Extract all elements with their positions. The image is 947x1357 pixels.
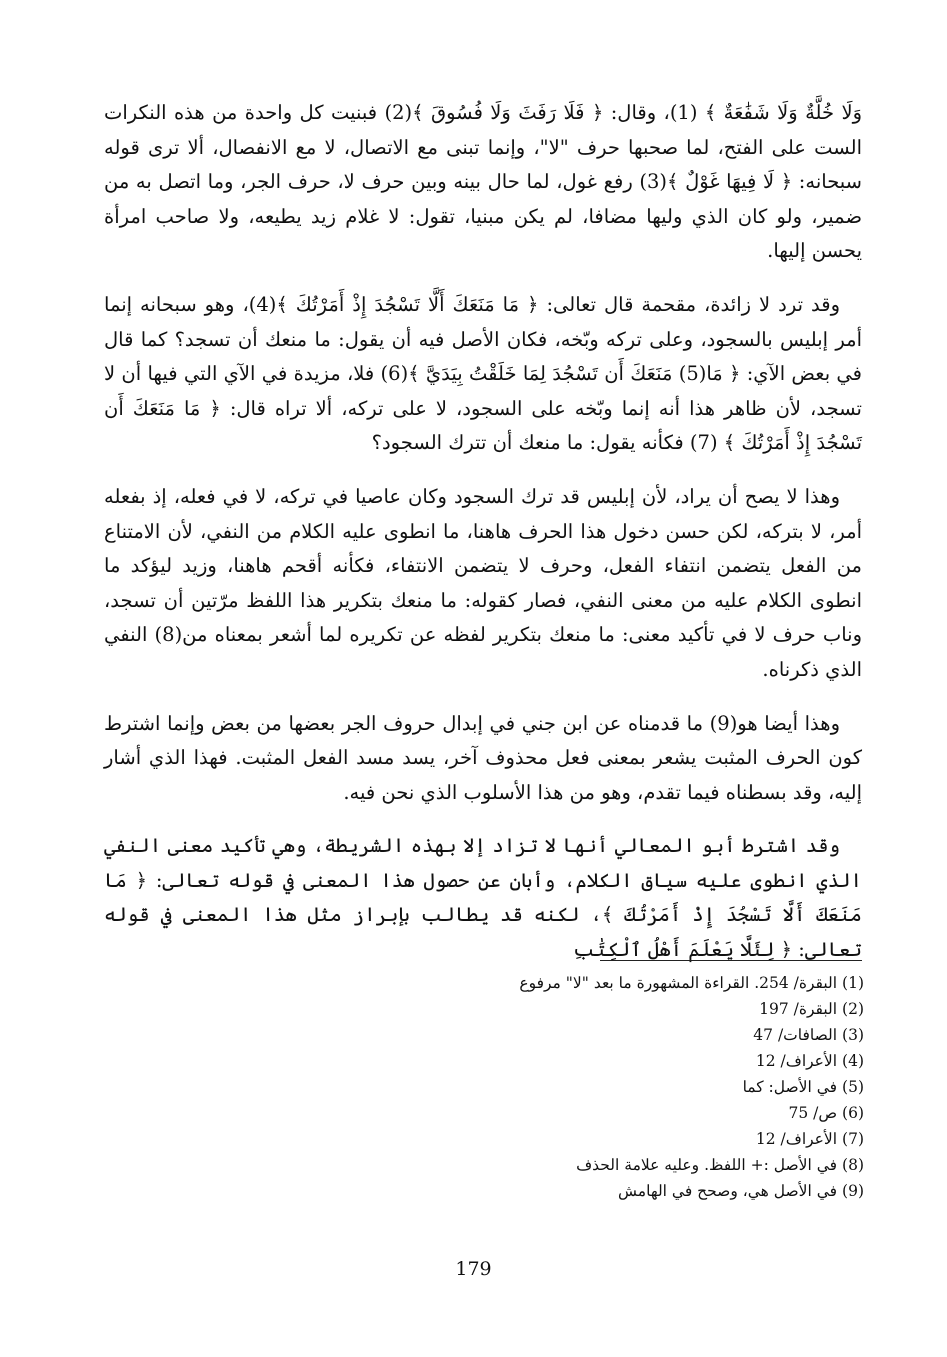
footnote-3: (3) الصافات/ 47	[753, 1026, 864, 1044]
footnote-6: (6) ص/ 75	[788, 1104, 864, 1122]
paragraph-5: وقد اشترط أبو المعالي أنها لا تزاد إلا بهذه الشريطة، وهي تأكيد معنى النفي الذي انطوى عليه سياق الكلام، وأبان عن حصول هذا المعنى في قوله تعالى: ﴿ مَا مَنَعَكَ أَلَّا تَسْجُدَ إِذْ أَمَرْتُكَ ﴾، لكنه قد يطالب بإبراز مثل هذا المعنى في قوله تعالى: ﴿ لِئَلَّا يَعْلَمَ أَهْلُ ٱلْكِتَٰبِ	[104, 834, 862, 962]
footnote-2: (2) البقرة/ 197	[759, 1000, 864, 1018]
footnote-4: (4) الأعراف/ 12	[755, 1052, 864, 1070]
paragraph-1: وَلَا خُلَّةٌ وَلَا شَفَٰعَةٌ ﴾ (1)، وقال: ﴿ فَلَا رَفَثَ وَلَا فُسُوقَ ﴾(2) فبنيت كل واحدة من هذه النكرات الست على الفتح، لما صحبها حرف "لا"، وإنما تبنى مع الاتصال، لا مع الانفصال، ألا ترى قوله سبحانه: ﴿ لَا فِيهَا غَوْلٌ ﴾(3) رفع غول، لما حال بينه وبين حرف لا، حرف الجر، وما اتصل به من ضمير، ولو كان الذي وليها مضافا، لم يكن مبنيا، تقول: لا غلام زيد يطيعه، ولا صاحب امرأة يحسن إليها.	[104, 101, 863, 263]
footnote-8: (8) في الأصل :+ اللفظ. وعليه علامة الحذف	[576, 1156, 864, 1174]
footnote-1: (1) البقرة/ 254. القراءة المشهورة ما بعد "لا" مرفوع	[519, 974, 864, 992]
paragraph-2: وقد ترد لا زائدة، مقحمة قال تعالى: ﴿ مَا مَنَعَكَ أَلَّا تَسْجُدَ إِذْ أَمَرْتُكَ ﴾(4)، وهو سبحانه إنما أمر إبليس بالسجود، وعلى تركه وبّخه، فكان الأصل فيه أن يقول: ما منعك أن تسجد؟ كما قال في بعض الآي: ﴿ مَا(5) مَنَعَكَ أَن تَسْجُدَ لِمَا خَلَقْتُ بِيَدَيَّ ﴾(6) فلا، مزيدة في الآي التي فيها أن لا تسجد، لأن ظاهر هذا أنه إنما وبّخه على السجود، لا على تركه، ألا تراه قال: ﴿ مَا مَنَعَكَ أَن تَسْجُدَ إِذْ أَمَرْتُكَ ﴾ (7) فكأنه يقول: ما منعك أن تترك السجود؟	[104, 292, 862, 455]
footnote-5: (5) في الأصل: كما	[742, 1078, 864, 1096]
footnote-separator	[600, 960, 862, 961]
page-number: 179	[455, 1258, 492, 1280]
footnotes-list	[300, 970, 864, 1204]
paragraph-4: وهذا أيضا هو(9) ما قدمناه عن ابن جني في إبدال حروف الجر بعضها من بعض وإنما اشترط كون الحرف المثبت يشعر بمعنى فعل محذوف آخر، يسد مسد الفعل المثبت. فهذا الذي أشار إليه، وقد بسطناه فيما تقدم، وهو من هذا الأسلوب الذي نحن فيه.	[104, 711, 862, 804]
footnote-9: (9) في الأصل هي، وصحح في الهامش	[618, 1182, 864, 1200]
footnote-7: (7) الأعراف/ 12	[755, 1130, 864, 1148]
main-text	[104, 96, 862, 987]
paragraph-3: وهذا لا يصح أن يراد، لأن إبليس قد ترك السجود وكان عاصيا في تركه، لا في فعله، إذ بفعله أمر، لا بتركه، لكن حسن دخول هذا الحرف هاهنا، ما انطوى عليه الكلام من النفي، لأن الامتناع من الفعل يتضمن انتفاء الفعل، وحرف لا يتضمن الانتفاء، فكأنه أقحم هاهنا، وزيد ليؤكد ما انطوى الكلام عليه من معنى النفي، فصار كقوله: ما منعك بتكرير هذا اللفظ مرّتين أن تسجد، وناب حرف لا في تأكيد معنى: ما منعك بتكرير لفظه عن تكريره لما أشعر بمعناه من(8) النفي الذي ذكرناه.	[104, 484, 862, 681]
